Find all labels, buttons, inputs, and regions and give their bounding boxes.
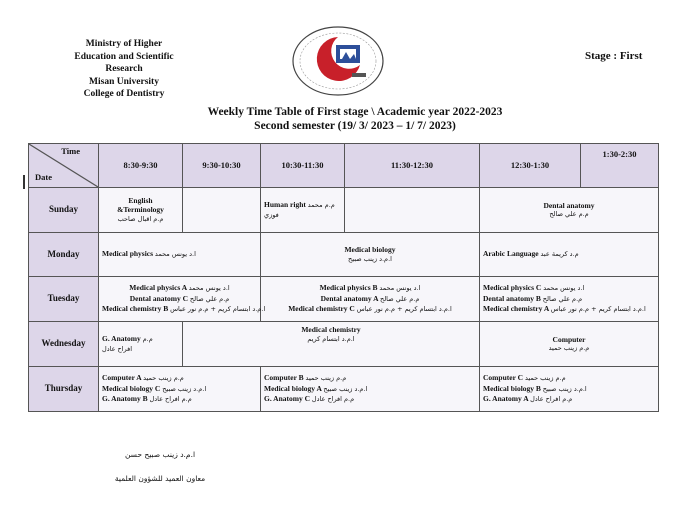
course-name: Medical biology A: [264, 383, 322, 393]
class-cell: [261, 367, 480, 412]
corner-time-label: Time: [61, 146, 80, 156]
teacher-name: ا.م.د ابتسام كريم: [307, 334, 355, 343]
course-name: English: [128, 195, 153, 205]
day-label: Monday: [29, 233, 99, 277]
teacher-name: ا.م.د زينب صبيح: [542, 384, 587, 393]
course-name: Computer: [552, 334, 586, 344]
course-name: Medical biology B: [483, 383, 541, 393]
course-name: Medical physics: [102, 249, 154, 259]
course-name: G. Anatomy B: [102, 394, 148, 404]
teacher-name: ا.م.د زينب صبيح: [323, 384, 368, 393]
day-row-tuesday: [29, 277, 659, 322]
teacher-name: م.م زينب حميد: [305, 374, 347, 383]
course-name: Dental anatomy A: [320, 293, 379, 303]
course-name: Dental anatomy C: [129, 293, 189, 303]
timetable-title: Weekly Time Table of First stage \ Academic year 2022-2023: [207, 106, 503, 118]
class-cell: [183, 322, 480, 367]
teacher-name: م.م اقبال صاحب: [117, 214, 164, 223]
teacher-name: م.م زينب حميد: [143, 374, 184, 383]
day-row-monday: [29, 233, 659, 277]
class-cell: [99, 233, 261, 277]
course-name: Medical chemistry: [301, 325, 361, 334]
class-cell: [480, 233, 659, 277]
teacher-name: م.د كريمة عبد: [540, 250, 579, 259]
college-line: College of Dentistry: [83, 89, 165, 99]
signatory-position: معاون العميد للشؤون العلمية: [114, 474, 206, 483]
stage-label: Stage : First: [585, 50, 643, 62]
teacher-name: م.م: [142, 335, 153, 343]
time-slot-header: 1:30-2:30: [581, 144, 659, 188]
day-row-sunday: [29, 188, 659, 233]
day-label: Sunday: [29, 188, 99, 233]
teacher-name: ا.م.د ابتسام كريم + م.م نور عباس: [550, 305, 646, 314]
class-cell: [99, 322, 183, 367]
ministry-line: Ministry of Higher: [85, 39, 163, 49]
teacher-name: م.م علي صالح: [542, 294, 583, 303]
course-name: Medical physics A: [129, 283, 187, 293]
class-cell: [480, 188, 659, 233]
empty-cell: [345, 188, 480, 233]
course-name: Human right: [264, 200, 306, 209]
signatory-name: ا.م.د زينب صبيح حسن: [124, 450, 196, 459]
teacher-name: افراح عادل: [102, 344, 133, 353]
margin-mark: [23, 175, 25, 189]
class-cell: [480, 322, 659, 367]
university-line: Misan University: [89, 76, 159, 87]
day-row-thursday: [29, 367, 659, 412]
teacher-name: ا.د يونس محمد: [188, 284, 230, 293]
teacher-name: ا.د يونس محمد: [543, 284, 585, 293]
day-row-wednesday: [29, 322, 659, 367]
ministry-header: [44, 38, 204, 101]
teacher-name: فوزي: [264, 210, 279, 219]
time-slot-header: 9:30-10:30: [183, 144, 261, 188]
time-slot-header: 11:30-12:30: [345, 144, 480, 188]
teacher-name: ا.م.د ابتسام كريم + م.م نور عباس: [170, 305, 266, 314]
course-name: Arabic Language: [483, 249, 539, 259]
timetable: [28, 143, 659, 412]
ministry-line: Education and Scientific: [74, 51, 174, 62]
teacher-name: م.م علي صالح: [549, 210, 589, 218]
teacher-name: م.م افراح عادل: [530, 395, 573, 404]
semester-subtitle: Second semester (19/ 3/ 2023 – 1/ 7/ 2023): [254, 120, 456, 132]
corner-date-label: Date: [35, 171, 52, 182]
course-name: Dental anatomy: [543, 200, 595, 210]
college-logo: [290, 25, 386, 97]
course-name: Medical physics B: [319, 283, 378, 293]
class-cell: [99, 367, 261, 412]
course-name: Dental anatomy B: [483, 293, 541, 303]
time-header-row: [29, 144, 659, 188]
teacher-name: ا.م.د زينب صبيح: [348, 254, 392, 263]
course-name: Computer B: [264, 373, 304, 383]
day-label: Tuesday: [29, 277, 99, 322]
class-cell: [261, 188, 345, 233]
teacher-name: م.م زينب حميد: [548, 344, 590, 352]
class-cell: [99, 277, 266, 322]
class-cell: [261, 233, 480, 277]
document-titles: [150, 105, 560, 133]
teacher-name: م.م علي صالح: [189, 294, 230, 303]
teacher-name: ا.م.د زينب صبيح: [162, 384, 207, 393]
course-name: &Terminology: [117, 205, 164, 215]
course-name: Computer A: [102, 373, 142, 383]
time-slot-header: 10:30-11:30: [261, 144, 345, 188]
day-label: Thursday: [29, 367, 99, 412]
teacher-name: م.م زينب حميد: [524, 374, 566, 383]
teacher-name: م.م علي صالح: [380, 294, 420, 303]
teacher-name: ا.د يونس محمد: [379, 284, 421, 293]
class-cell: [261, 277, 480, 322]
course-name: Medical physics C: [483, 283, 542, 293]
time-slot-header: 8:30-9:30: [99, 144, 183, 188]
teacher-name: م.م افراح عادل: [149, 395, 192, 404]
course-name: Medical biology C: [102, 383, 161, 393]
teacher-name: م.م افراح عادل: [311, 395, 355, 404]
course-name: G. Anatomy C: [264, 394, 311, 404]
teacher-name: ا.د يونس محمد: [154, 250, 196, 259]
empty-cell: [183, 188, 261, 233]
class-cell: [480, 367, 659, 412]
course-name: Medical chemistry A: [483, 304, 549, 314]
class-cell: [480, 277, 659, 322]
course-name: Computer C: [483, 373, 524, 383]
course-name: Medical chemistry C: [288, 304, 355, 314]
time-slot-header: 12:30-1:30: [480, 144, 581, 188]
corner-cell: [29, 144, 99, 188]
course-name: G. Anatomy A: [483, 394, 529, 404]
course-name: Medical chemistry B: [102, 304, 169, 314]
teacher-name: م.م محمد: [307, 201, 335, 209]
class-cell: [99, 188, 183, 233]
teacher-name: ا.م.د ابتسام كريم + م.م نور عباس: [356, 305, 452, 314]
day-label: Wednesday: [29, 322, 99, 367]
signature-block: [95, 443, 225, 491]
course-name: Medical biology: [344, 245, 396, 254]
course-name: G. Anatomy: [102, 334, 141, 343]
ministry-line: Research: [105, 64, 143, 74]
